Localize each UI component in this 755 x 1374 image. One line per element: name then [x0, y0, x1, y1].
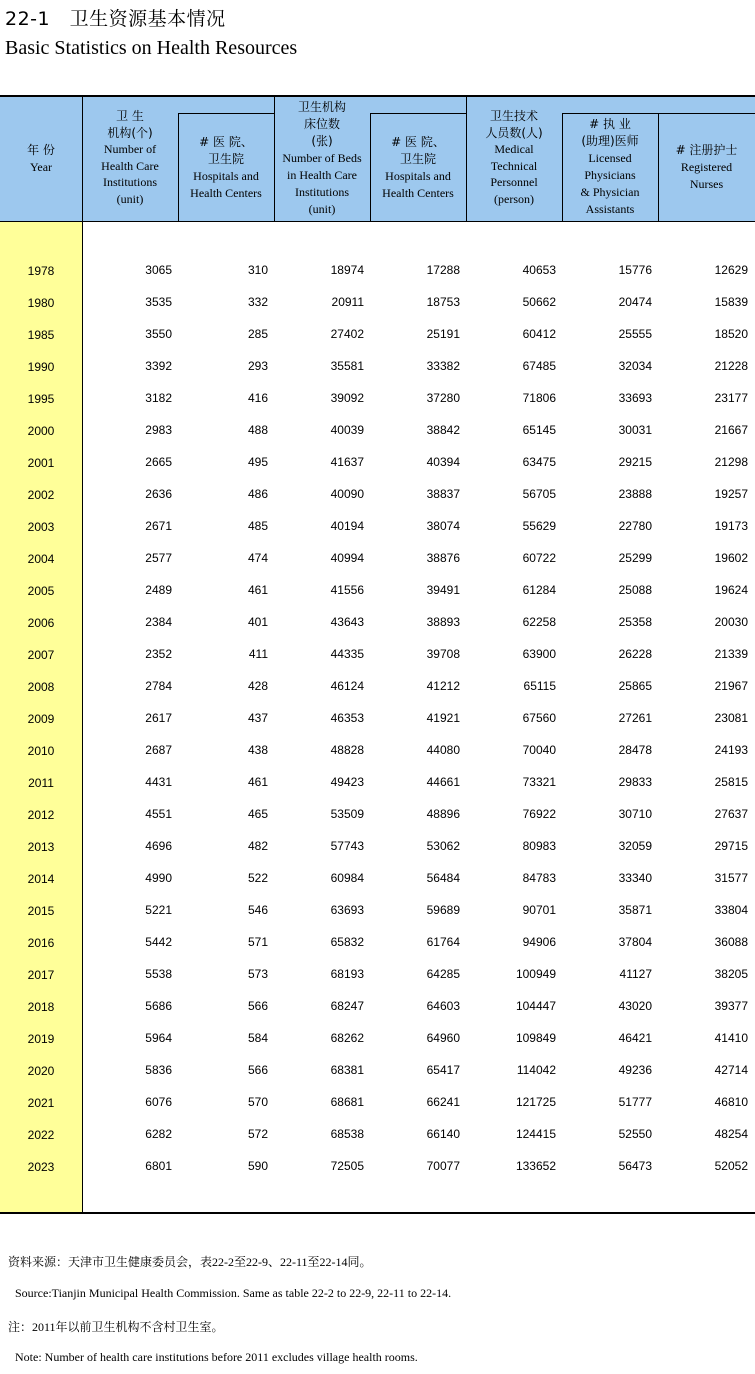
- table-row: [0, 615, 755, 647]
- table-row: [0, 583, 755, 615]
- value-cell: 482: [247, 839, 268, 853]
- table-bottom-rule: [0, 1212, 755, 1214]
- value-cell: 73321: [522, 775, 556, 789]
- value-cell: 18974: [330, 263, 364, 277]
- value-cell: 21967: [714, 679, 748, 693]
- header-divider: [370, 113, 467, 114]
- table-row: [0, 807, 755, 839]
- value-cell: 332: [247, 295, 268, 309]
- header-divider: [178, 113, 275, 114]
- value-cell: 109849: [515, 1031, 556, 1045]
- value-cell: 100949: [515, 967, 556, 981]
- year-cell: 2020: [27, 1064, 55, 1078]
- note-cn: 注：2011年以前卫生机构不含村卫生室。: [8, 1320, 224, 1334]
- value-cell: 15776: [618, 263, 652, 277]
- value-cell: 68193: [330, 967, 364, 981]
- value-cell: 33340: [618, 871, 652, 885]
- value-cell: 64285: [426, 967, 460, 981]
- value-cell: 2636: [145, 487, 172, 501]
- value-cell: 21339: [714, 647, 748, 661]
- year-cell: 2016: [27, 936, 55, 950]
- table-row: [0, 295, 755, 327]
- value-cell: 40039: [330, 423, 364, 437]
- value-cell: 38842: [426, 423, 460, 437]
- value-cell: 121725: [515, 1095, 556, 1109]
- year-cell: 2015: [27, 904, 55, 918]
- year-cell: 1995: [27, 392, 55, 406]
- table-row: [0, 327, 755, 359]
- year-cell: 2012: [27, 808, 55, 822]
- table-title-en: Basic Statistics on Health Resources: [5, 37, 298, 59]
- value-cell: 48254: [714, 1127, 748, 1141]
- value-cell: 72505: [330, 1159, 364, 1173]
- table-row: [0, 743, 755, 775]
- value-cell: 33804: [714, 903, 748, 917]
- value-cell: 411: [248, 647, 268, 661]
- value-cell: 40194: [330, 519, 364, 533]
- value-cell: 3065: [145, 263, 172, 277]
- value-cell: 26228: [618, 647, 652, 661]
- value-cell: 39491: [426, 583, 460, 597]
- year-cell: 2002: [27, 488, 55, 502]
- value-cell: 566: [247, 999, 268, 1013]
- value-cell: 27637: [714, 807, 748, 821]
- value-cell: 65115: [523, 679, 556, 693]
- value-cell: 570: [247, 1095, 268, 1109]
- value-cell: 60412: [522, 327, 556, 341]
- year-cell: 2007: [27, 648, 55, 662]
- value-cell: 57743: [330, 839, 364, 853]
- value-cell: 465: [247, 807, 268, 821]
- value-cell: 71806: [522, 391, 556, 405]
- table-row: [0, 871, 755, 903]
- value-cell: 63475: [522, 455, 556, 469]
- value-cell: 495: [247, 455, 268, 469]
- value-cell: 461: [247, 583, 268, 597]
- header-beds: 卫生机构 床位数 (张) Number of Beds in Health Care Institutions (unit): [282, 100, 362, 216]
- year-cell: 2003: [27, 520, 55, 534]
- value-cell: 18753: [426, 295, 460, 309]
- header-year: 年 份 Year: [27, 143, 55, 174]
- value-cell: 21667: [714, 423, 748, 437]
- value-cell: 25358: [618, 615, 652, 629]
- value-cell: 46124: [330, 679, 364, 693]
- table-row: [0, 839, 755, 871]
- table-row: [0, 647, 755, 679]
- value-cell: 104447: [515, 999, 556, 1013]
- value-cell: 6282: [145, 1127, 172, 1141]
- value-cell: 65145: [522, 423, 556, 437]
- value-cell: 60984: [330, 871, 364, 885]
- table-row: [0, 1127, 755, 1159]
- value-cell: 27402: [330, 327, 364, 341]
- value-cell: 20911: [331, 295, 364, 309]
- value-cell: 2784: [145, 679, 172, 693]
- table-row: [0, 487, 755, 519]
- value-cell: 37280: [426, 391, 460, 405]
- value-cell: 44080: [426, 743, 460, 757]
- value-cell: 38876: [426, 551, 460, 565]
- value-cell: 56705: [522, 487, 556, 501]
- table-row: [0, 935, 755, 967]
- value-cell: 46353: [330, 711, 364, 725]
- header-physicians: # 执 业 (助理)医师 Licensed Physicians & Physician Assistants: [580, 117, 640, 216]
- table-row: [0, 423, 755, 455]
- value-cell: 114042: [516, 1063, 556, 1077]
- table-row: [0, 1159, 755, 1191]
- value-cell: 124415: [515, 1127, 556, 1141]
- value-cell: 70077: [426, 1159, 460, 1173]
- value-cell: 44335: [330, 647, 364, 661]
- value-cell: 5221: [145, 903, 172, 917]
- value-cell: 38074: [426, 519, 460, 533]
- value-cell: 3182: [145, 391, 172, 405]
- value-cell: 29715: [714, 839, 748, 853]
- table-row: [0, 1063, 755, 1095]
- value-cell: 67560: [522, 711, 556, 725]
- value-cell: 39708: [426, 647, 460, 661]
- value-cell: 40994: [330, 551, 364, 565]
- table-row: [0, 711, 755, 743]
- table-row: [0, 1031, 755, 1063]
- year-cell: 2008: [27, 680, 55, 694]
- value-cell: 2687: [145, 743, 172, 757]
- value-cell: 56473: [618, 1159, 652, 1173]
- value-cell: 41556: [330, 583, 364, 597]
- value-cell: 94906: [522, 935, 556, 949]
- year-cell: 2006: [27, 616, 55, 630]
- year-cell: 2023: [27, 1160, 55, 1174]
- value-cell: 23081: [714, 711, 748, 725]
- value-cell: 19602: [714, 551, 748, 565]
- year-cell: 1978: [27, 264, 55, 278]
- value-cell: 2577: [145, 551, 172, 565]
- table-row: [0, 967, 755, 999]
- value-cell: 66140: [426, 1127, 460, 1141]
- value-cell: 36088: [714, 935, 748, 949]
- value-cell: 12629: [714, 263, 748, 277]
- value-cell: 33693: [618, 391, 652, 405]
- value-cell: 51777: [618, 1095, 652, 1109]
- value-cell: 2489: [145, 583, 172, 597]
- value-cell: 20474: [618, 295, 652, 309]
- value-cell: 5442: [145, 935, 172, 949]
- value-cell: 4696: [145, 839, 172, 853]
- value-cell: 590: [247, 1159, 268, 1173]
- value-cell: 64960: [426, 1031, 460, 1045]
- value-cell: 15839: [714, 295, 748, 309]
- value-cell: 52550: [618, 1127, 652, 1141]
- value-cell: 30031: [618, 423, 652, 437]
- header-inst-hospitals: # 医 院、 卫生院 Hospitals and Health Centers: [190, 135, 262, 200]
- value-cell: 40653: [522, 263, 556, 277]
- value-cell: 38893: [426, 615, 460, 629]
- value-cell: 64603: [426, 999, 460, 1013]
- value-cell: 90701: [522, 903, 556, 917]
- year-cell: 2005: [27, 584, 55, 598]
- year-cell: 1990: [27, 360, 55, 374]
- year-cell: 2019: [27, 1032, 55, 1046]
- value-cell: 43643: [330, 615, 364, 629]
- value-cell: 66241: [426, 1095, 460, 1109]
- value-cell: 21228: [714, 359, 748, 373]
- value-cell: 572: [247, 1127, 268, 1141]
- value-cell: 41637: [330, 455, 364, 469]
- value-cell: 416: [247, 391, 268, 405]
- value-cell: 70040: [522, 743, 556, 757]
- year-cell: 2009: [27, 712, 55, 726]
- year-cell: 2011: [28, 776, 54, 790]
- value-cell: 25815: [714, 775, 748, 789]
- value-cell: 63900: [522, 647, 556, 661]
- header-beds-hospitals: # 医 院、 卫生院 Hospitals and Health Centers: [382, 135, 454, 200]
- value-cell: 35581: [330, 359, 364, 373]
- value-cell: 48896: [426, 807, 460, 821]
- value-cell: 21298: [714, 455, 748, 469]
- value-cell: 42714: [714, 1063, 748, 1077]
- value-cell: 30710: [618, 807, 652, 821]
- value-cell: 41127: [619, 967, 652, 981]
- table-row: [0, 775, 755, 807]
- year-cell: 1985: [27, 328, 55, 342]
- value-cell: 23177: [714, 391, 748, 405]
- year-cell: 2017: [27, 968, 55, 982]
- value-cell: 2671: [145, 519, 172, 533]
- value-cell: 3535: [145, 295, 172, 309]
- value-cell: 485: [247, 519, 268, 533]
- value-cell: 80983: [522, 839, 556, 853]
- value-cell: 32059: [618, 839, 652, 853]
- value-cell: 29833: [618, 775, 652, 789]
- value-cell: 4990: [145, 871, 172, 885]
- value-cell: 4551: [145, 807, 172, 821]
- value-cell: 133652: [515, 1159, 556, 1173]
- year-cell: 2004: [27, 552, 55, 566]
- value-cell: 486: [247, 487, 268, 501]
- value-cell: 25299: [618, 551, 652, 565]
- value-cell: 68381: [330, 1063, 364, 1077]
- value-cell: 40090: [330, 487, 364, 501]
- value-cell: 6076: [145, 1095, 172, 1109]
- value-cell: 41921: [426, 711, 460, 725]
- value-cell: 63693: [330, 903, 364, 917]
- value-cell: 2983: [145, 423, 172, 437]
- header-institutions: 卫 生 机构(个) Number of Health Care Institutions (unit): [101, 109, 159, 206]
- value-cell: 3392: [145, 359, 172, 373]
- year-cell: 2013: [27, 840, 55, 854]
- value-cell: 522: [247, 871, 268, 885]
- table-row: [0, 1095, 755, 1127]
- value-cell: 61764: [426, 935, 460, 949]
- table-title-cn: 22-1 卫生资源基本情况: [5, 8, 226, 30]
- value-cell: 67485: [522, 359, 556, 373]
- value-cell: 68538: [330, 1127, 364, 1141]
- value-cell: 19257: [714, 487, 748, 501]
- value-cell: 52052: [714, 1159, 748, 1173]
- value-cell: 53509: [330, 807, 364, 821]
- value-cell: 46810: [714, 1095, 748, 1109]
- header-divider: [562, 113, 755, 114]
- value-cell: 55629: [522, 519, 556, 533]
- value-cell: 32034: [618, 359, 652, 373]
- header-nurses: # 注册护士 Registered Nurses: [675, 143, 738, 191]
- value-cell: 438: [247, 743, 268, 757]
- value-cell: 19173: [714, 519, 748, 533]
- note-en: Note: Number of health care institutions before 2011 excludes village health rooms.: [15, 1350, 418, 1364]
- table-row: [0, 359, 755, 391]
- value-cell: 76922: [522, 807, 556, 821]
- table-row: [0, 679, 755, 711]
- table-row: [0, 519, 755, 551]
- value-cell: 285: [247, 327, 268, 341]
- value-cell: 65417: [426, 1063, 460, 1077]
- value-cell: 428: [247, 679, 268, 693]
- value-cell: 33382: [426, 359, 460, 373]
- value-cell: 2665: [145, 455, 172, 469]
- value-cell: 2384: [145, 615, 172, 629]
- value-cell: 461: [247, 775, 268, 789]
- value-cell: 19624: [714, 583, 748, 597]
- value-cell: 44661: [426, 775, 460, 789]
- table-row: [0, 455, 755, 487]
- year-cell: 1980: [27, 296, 55, 310]
- value-cell: 6801: [145, 1159, 172, 1173]
- value-cell: 61284: [522, 583, 556, 597]
- value-cell: 27261: [618, 711, 652, 725]
- value-cell: 546: [247, 903, 268, 917]
- value-cell: 53062: [426, 839, 460, 853]
- table-row: [0, 263, 755, 295]
- table-row: [0, 551, 755, 583]
- value-cell: 18520: [714, 327, 748, 341]
- value-cell: 25088: [618, 583, 652, 597]
- value-cell: 25865: [618, 679, 652, 693]
- source-note-cn: 资料来源：天津市卫生健康委员会，表22-2至22-9、22-11至22-14同。: [8, 1255, 372, 1269]
- year-cell: 2014: [27, 872, 55, 886]
- value-cell: 23888: [618, 487, 652, 501]
- value-cell: 41212: [426, 679, 460, 693]
- year-cell: 2000: [27, 424, 55, 438]
- value-cell: 573: [247, 967, 268, 981]
- value-cell: 474: [247, 551, 268, 565]
- value-cell: 31577: [714, 871, 748, 885]
- value-cell: 3550: [145, 327, 172, 341]
- table-row: [0, 903, 755, 935]
- value-cell: 65832: [330, 935, 364, 949]
- value-cell: 56484: [426, 871, 460, 885]
- value-cell: 401: [247, 615, 268, 629]
- value-cell: 39092: [330, 391, 364, 405]
- value-cell: 49236: [618, 1063, 652, 1077]
- year-cell: 2001: [27, 456, 55, 470]
- value-cell: 38205: [714, 967, 748, 981]
- value-cell: 59689: [426, 903, 460, 917]
- value-cell: 43020: [618, 999, 652, 1013]
- value-cell: 50662: [522, 295, 556, 309]
- value-cell: 62258: [522, 615, 556, 629]
- value-cell: 437: [247, 711, 268, 725]
- value-cell: 28478: [618, 743, 652, 757]
- value-cell: 41410: [714, 1031, 748, 1045]
- value-cell: 24193: [714, 743, 748, 757]
- value-cell: 571: [247, 935, 268, 949]
- value-cell: 68681: [330, 1095, 364, 1109]
- value-cell: 68262: [330, 1031, 364, 1045]
- value-cell: 488: [247, 423, 268, 437]
- value-cell: 25191: [426, 327, 460, 341]
- value-cell: 25555: [618, 327, 652, 341]
- value-cell: 5964: [145, 1031, 172, 1045]
- value-cell: 310: [247, 263, 268, 277]
- value-cell: 46421: [618, 1031, 652, 1045]
- value-cell: 40394: [426, 455, 460, 469]
- value-cell: 49423: [330, 775, 364, 789]
- year-cell: 2018: [27, 1000, 55, 1014]
- value-cell: 38837: [426, 487, 460, 501]
- value-cell: 2617: [145, 711, 172, 725]
- value-cell: 4431: [145, 775, 172, 789]
- value-cell: 68247: [330, 999, 364, 1013]
- value-cell: 584: [247, 1031, 268, 1045]
- value-cell: 22780: [618, 519, 652, 533]
- value-cell: 20030: [714, 615, 748, 629]
- value-cell: 2352: [145, 647, 172, 661]
- value-cell: 5538: [145, 967, 172, 981]
- value-cell: 293: [247, 359, 268, 373]
- value-cell: 35871: [618, 903, 652, 917]
- value-cell: 39377: [714, 999, 748, 1013]
- value-cell: 566: [247, 1063, 268, 1077]
- value-cell: 60722: [522, 551, 556, 565]
- value-cell: 5686: [145, 999, 172, 1013]
- source-note-en: Source:Tianjin Municipal Health Commission. Same as table 22-2 to 22-9, 22-11 to 22-14.: [15, 1286, 452, 1300]
- value-cell: 29215: [618, 455, 652, 469]
- year-cell: 2021: [27, 1096, 55, 1110]
- table-row: [0, 391, 755, 423]
- value-cell: 17288: [426, 263, 460, 277]
- header-personnel: 卫生技术 人员数(人) Medical Technical Personnel (person): [485, 109, 543, 206]
- value-cell: 84783: [522, 871, 556, 885]
- table-row: [0, 999, 755, 1031]
- value-cell: 37804: [618, 935, 652, 949]
- year-cell: 2010: [27, 744, 55, 758]
- year-cell: 2022: [27, 1128, 55, 1142]
- value-cell: 48828: [330, 743, 364, 757]
- value-cell: 5836: [145, 1063, 172, 1077]
